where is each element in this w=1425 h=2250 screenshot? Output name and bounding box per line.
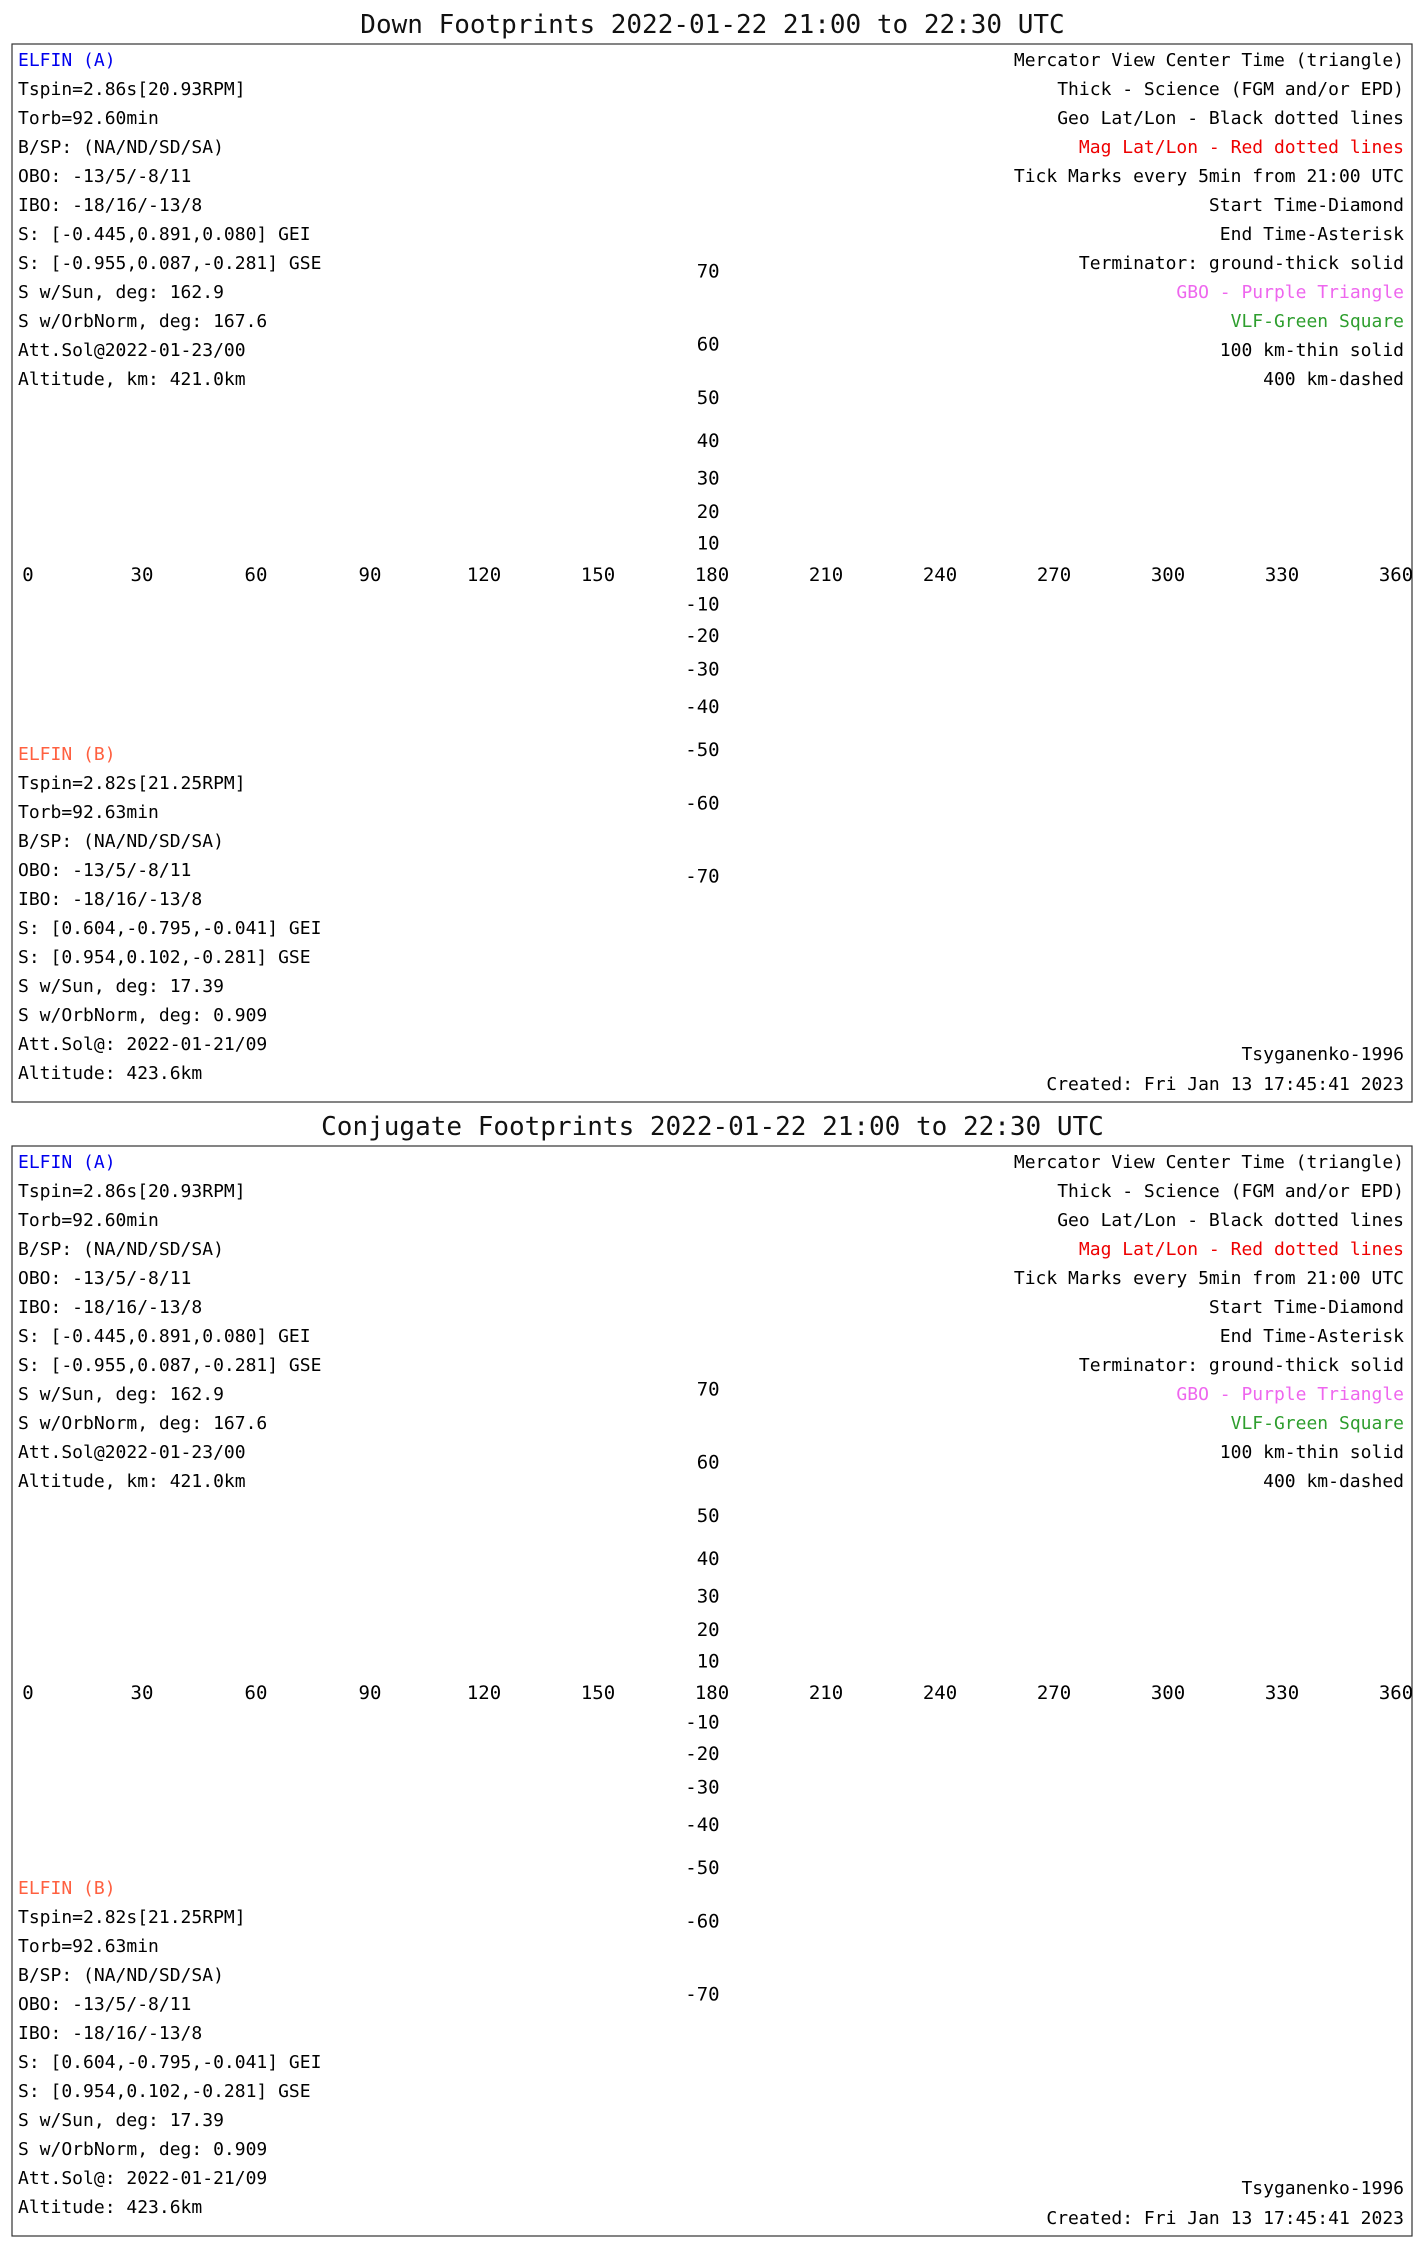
legend-item: Tick Marks every 5min from 21:00 UTC — [1013, 1268, 1404, 1289]
elfin-b-info-line: IBO: -18/16/-13/8 — [18, 2023, 203, 2044]
legend-item: Thick - Science (FGM and/or EPD) — [1057, 79, 1404, 100]
lon-tick-label: 30 — [130, 1682, 154, 1704]
lat-tick-label: 70 — [696, 260, 720, 283]
lat-tick-label: -70 — [685, 1983, 720, 2006]
elfin-b-info-line: Torb=92.63min — [18, 802, 159, 823]
lon-tick-label: 330 — [1264, 564, 1300, 586]
elfin-a-info-line: Altitude, km: 421.0km — [18, 1471, 246, 1492]
lat-tick-label: 20 — [696, 500, 720, 523]
elfin-a-info-line: S w/OrbNorm, deg: 167.6 — [18, 1413, 268, 1434]
lon-tick-label: 120 — [466, 1682, 502, 1704]
elfin-a-info-line: S w/Sun, deg: 162.9 — [18, 1384, 224, 1405]
elfin-b-info-line: S: [0.954,0.102,-0.281] GSE — [18, 947, 311, 968]
lon-tick-label: 210 — [808, 1682, 844, 1704]
elfin-b-info-line: Att.Sol@: 2022-01-21/09 — [18, 1034, 268, 1055]
lat-tick-label: 40 — [696, 430, 720, 453]
legend-item: End Time-Asterisk — [1219, 224, 1404, 245]
elfin-b-info-line: Tspin=2.82s[21.25RPM] — [18, 773, 246, 794]
elfin-b-info-line: Altitude: 423.6km — [18, 2197, 203, 2218]
lon-tick-label: 0 — [22, 1682, 34, 1704]
legend-item: Terminator: ground-thick solid — [1078, 253, 1404, 274]
legend-item: GBO - Purple Triangle — [1176, 282, 1404, 303]
elfin-a-title: ELFIN (A) — [18, 1152, 116, 1173]
lat-tick-label: -10 — [685, 1711, 720, 1734]
lat-tick-label: -60 — [685, 792, 720, 815]
elfin-a-info-line: B/SP: (NA/ND/SD/SA) — [18, 1239, 224, 1260]
elfin-b-info-line: OBO: -13/5/-8/11 — [18, 1994, 192, 2015]
elfin-a-info-line: OBO: -13/5/-8/11 — [18, 1268, 192, 1289]
legend-item: Mercator View Center Time (triangle) — [1013, 50, 1404, 71]
down-footprints-map — [0, 44, 1415, 1102]
elfin-b-info-line: S w/Sun, deg: 17.39 — [18, 2110, 224, 2131]
elfin-a-info-line: Att.Sol@2022-01-23/00 — [18, 340, 246, 361]
elfin-b-info-line: S w/Sun, deg: 17.39 — [18, 976, 224, 997]
legend-item: Mercator View Center Time (triangle) — [1013, 1152, 1404, 1173]
lon-tick-label: 150 — [580, 564, 616, 586]
elfin-b-info-line: S: [0.954,0.102,-0.281] GSE — [18, 2081, 311, 2102]
legend-item: Tick Marks every 5min from 21:00 UTC — [1013, 166, 1404, 187]
created-timestamp: Created: Fri Jan 13 17:45:41 2023 — [1046, 1074, 1404, 1095]
legend-item: 100 km-thin solid — [1219, 1442, 1404, 1463]
legend-item: Thick - Science (FGM and/or EPD) — [1057, 1181, 1404, 1202]
elfin-b-title: ELFIN (B) — [18, 1878, 116, 1899]
lat-tick-label: 50 — [696, 386, 720, 409]
legend-item: 400 km-dashed — [1263, 1471, 1404, 1492]
elfin-b-info-line: S w/OrbNorm, deg: 0.909 — [18, 2139, 268, 2160]
elfin-a-info-line: S w/OrbNorm, deg: 167.6 — [18, 311, 268, 332]
lon-tick-label: 360 — [1378, 1682, 1414, 1704]
created-timestamp: Created: Fri Jan 13 17:45:41 2023 — [1046, 2208, 1404, 2229]
elfin-a-info-line: Tspin=2.86s[20.93RPM] — [18, 1181, 246, 1202]
lat-tick-label: 60 — [696, 333, 720, 356]
elfin-a-info-line: OBO: -13/5/-8/11 — [18, 166, 192, 187]
lon-tick-label: 30 — [130, 564, 154, 586]
elfin-a-info-line: Altitude, km: 421.0km — [18, 369, 246, 390]
lat-tick-label: -40 — [685, 695, 720, 718]
lat-tick-label: 60 — [696, 1451, 720, 1474]
lon-tick-label: 300 — [1150, 1682, 1186, 1704]
lat-tick-label: 20 — [696, 1618, 720, 1641]
lat-tick-label: -30 — [685, 658, 720, 681]
elfin-b-info-line: S w/OrbNorm, deg: 0.909 — [18, 1005, 268, 1026]
lat-tick-label: -10 — [685, 593, 720, 616]
elfin-b-info-line: B/SP: (NA/ND/SD/SA) — [18, 1965, 224, 1986]
lon-tick-label: 210 — [808, 564, 844, 586]
lat-tick-label: 30 — [696, 1585, 720, 1608]
lon-tick-label: 330 — [1264, 1682, 1300, 1704]
lat-tick-label: -30 — [685, 1776, 720, 1799]
lon-tick-label: 90 — [358, 564, 382, 586]
down-panel-title: Down Footprints 2022-01-22 21:00 to 22:30 UTC — [360, 10, 1065, 40]
elfin-a-info-line: S: [-0.955,0.087,-0.281] GSE — [18, 1355, 322, 1376]
lat-tick-label: -50 — [685, 739, 720, 762]
lon-tick-label: 0 — [22, 564, 34, 586]
elfin-b-info-line: Torb=92.63min — [18, 1936, 159, 1957]
lon-tick-label: 180 — [694, 1682, 730, 1704]
legend-item: Mag Lat/Lon - Red dotted lines — [1078, 1239, 1404, 1260]
lat-tick-label: -40 — [685, 1813, 720, 1836]
legend-item: 400 km-dashed — [1263, 369, 1404, 390]
elfin-a-info-line: IBO: -18/16/-13/8 — [18, 195, 203, 216]
elfin-b-info-line: OBO: -13/5/-8/11 — [18, 860, 192, 881]
elfin-b-info-line: Att.Sol@: 2022-01-21/09 — [18, 2168, 268, 2189]
lat-tick-label: 10 — [696, 1650, 720, 1673]
conjugate-panel-title: Conjugate Footprints 2022-01-22 21:00 to 22:30 UTC — [321, 1112, 1104, 1142]
lon-tick-label: 120 — [466, 564, 502, 586]
elfin-b-info-line: S: [0.604,-0.795,-0.041] GEI — [18, 2052, 322, 2073]
legend-item: GBO - Purple Triangle — [1176, 1384, 1404, 1405]
lon-tick-label: 60 — [244, 564, 268, 586]
legend-item: Terminator: ground-thick solid — [1078, 1355, 1404, 1376]
model-label: Tsyganenko-1996 — [1241, 1044, 1404, 1065]
elfin-b-info-line: S: [0.604,-0.795,-0.041] GEI — [18, 918, 322, 939]
elfin-a-info-line: IBO: -18/16/-13/8 — [18, 1297, 203, 1318]
elfin-a-info-line: B/SP: (NA/ND/SD/SA) — [18, 137, 224, 158]
lon-tick-label: 240 — [922, 564, 958, 586]
legend-item: Geo Lat/Lon - Black dotted lines — [1057, 1210, 1404, 1231]
lon-tick-label: 90 — [358, 1682, 382, 1704]
legend-item: Start Time-Diamond — [1208, 1297, 1404, 1318]
elfin-a-info-line: Att.Sol@2022-01-23/00 — [18, 1442, 246, 1463]
lon-tick-label: 180 — [694, 564, 730, 586]
lon-tick-label: 60 — [244, 1682, 268, 1704]
legend-item: 100 km-thin solid — [1219, 340, 1404, 361]
elfin-a-info-line: Torb=92.60min — [18, 1210, 159, 1231]
lon-tick-label: 270 — [1036, 564, 1072, 586]
lat-tick-label: 40 — [696, 1548, 720, 1571]
elfin-b-info-line: Tspin=2.82s[21.25RPM] — [18, 1907, 246, 1928]
lat-tick-label: 10 — [696, 532, 720, 555]
lat-tick-label: 50 — [696, 1504, 720, 1527]
lat-tick-label: -20 — [685, 625, 720, 648]
legend-item: End Time-Asterisk — [1219, 1326, 1404, 1347]
legend-item: Geo Lat/Lon - Black dotted lines — [1057, 108, 1404, 129]
elfin-a-info-line: S w/Sun, deg: 162.9 — [18, 282, 224, 303]
legend-item: Start Time-Diamond — [1208, 195, 1404, 216]
elfin-b-info-line: IBO: -18/16/-13/8 — [18, 889, 203, 910]
elfin-b-info-line: Altitude: 423.6km — [18, 1063, 203, 1084]
elfin-a-info-line: S: [-0.955,0.087,-0.281] GSE — [18, 253, 322, 274]
lat-tick-label: 30 — [696, 467, 720, 490]
lat-tick-label: 70 — [696, 1378, 720, 1401]
lat-tick-label: -50 — [685, 1857, 720, 1880]
elfin-b-info-line: B/SP: (NA/ND/SD/SA) — [18, 831, 224, 852]
elfin-b-title: ELFIN (B) — [18, 744, 116, 765]
lon-tick-label: 300 — [1150, 564, 1186, 586]
elfin-a-info-line: Torb=92.60min — [18, 108, 159, 129]
conjugate-footprints-map — [0, 1146, 1415, 2236]
legend-item: Mag Lat/Lon - Red dotted lines — [1078, 137, 1404, 158]
elfin-a-info-line: S: [-0.445,0.891,0.080] GEI — [18, 224, 311, 245]
lon-tick-label: 150 — [580, 1682, 616, 1704]
lat-tick-label: -60 — [685, 1910, 720, 1933]
elfin-a-info-line: Tspin=2.86s[20.93RPM] — [18, 79, 246, 100]
lon-tick-label: 270 — [1036, 1682, 1072, 1704]
legend-item: VLF-Green Square — [1230, 1413, 1404, 1434]
elfin-a-title: ELFIN (A) — [18, 50, 116, 71]
legend-item: VLF-Green Square — [1230, 311, 1404, 332]
lon-tick-label: 360 — [1378, 564, 1414, 586]
elfin-a-info-line: S: [-0.445,0.891,0.080] GEI — [18, 1326, 311, 1347]
lat-tick-label: -20 — [685, 1743, 720, 1766]
lon-tick-label: 240 — [922, 1682, 958, 1704]
lat-tick-label: -70 — [685, 865, 720, 888]
model-label: Tsyganenko-1996 — [1241, 2178, 1404, 2199]
